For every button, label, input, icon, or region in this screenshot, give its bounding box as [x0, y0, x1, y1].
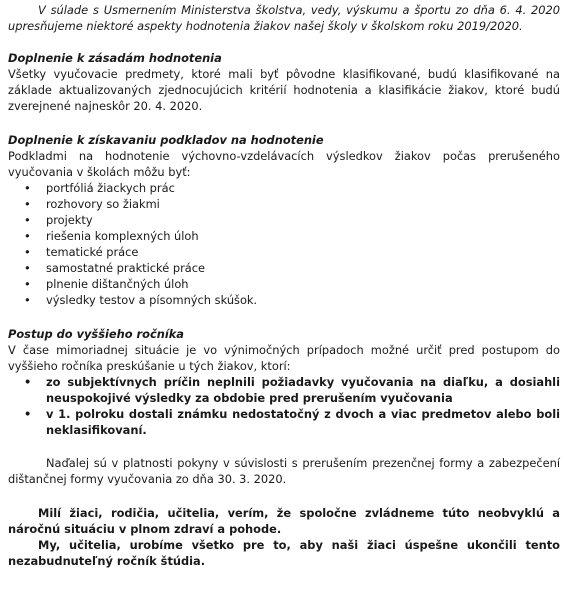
list-item: • rozhovory so žiakmi	[24, 196, 560, 212]
validity-note: Naďalej sú v platnosti pokyny v súvislosti s prerušením prezenčnej formy a zabezpečení dištančnej formy vyučovania zo dňa 30. 3. 2020.	[8, 456, 560, 486]
closing-paragraph: My, učitelia, urobíme všetko pre to, aby naši žiaci úspešne ukončili tento nezabudnuteľný ročník štúdia.	[8, 538, 560, 568]
heading-assessment-principles: Doplnenie k zásadám hodnotenia	[8, 51, 222, 65]
list-item: • tematické práce	[24, 244, 560, 260]
list-item: • projekty	[24, 212, 560, 228]
list-item: • výsledky testov a písomných skúšok.	[24, 292, 560, 308]
assessment-principles-text: Všetky vyučovacie predmety, ktoré mali byť pôvodne klasifikované, budú klasifikované na základe aktualizovaných zjednocujúcich kritérií hodnotenia a klasifikácie žiakov, ktoré budú zverejnené najneskôr 20. 4. 2020.	[8, 67, 560, 113]
grade-advancement-text: V čase mimoriadnej situácie je vo výnimočných prípadoch možné určiť pred postupom do vyššieho ročníka preskúšanie u tých žiakov, ktorí:	[8, 343, 560, 373]
assessment-sources-list	[8, 180, 560, 308]
closing-paragraph: Milí žiaci, rodičia, učitelia, verím, že spoločne zvládneme túto neobvyklú a náročnú situáciu v plnom zdraví a pohode.	[8, 506, 560, 536]
list-item: • riešenia komplexných úloh	[24, 228, 560, 244]
list-item: • plnenie dištančných úloh	[24, 276, 560, 292]
list-item: • portfóliá žiackych prác	[24, 180, 560, 196]
grade-advancement-list	[8, 374, 560, 438]
list-item: • samostatné praktické práce	[24, 260, 560, 276]
heading-assessment-sources: Doplnenie k získavaniu podkladov na hodnotenie	[8, 133, 324, 147]
heading-grade-advancement: Postup do vyššieho ročníka	[8, 327, 184, 341]
assessment-sources-text: Podkladmi na hodnotenie výchovno-vzdelávacích výsledkov žiakov počas prerušeného vyučovania v školách môžu byť:	[8, 149, 560, 179]
list-item: • zo subjektívnych príčin neplnili požiadavky vyučovania na diaľku, a dosiahli neuspokojivé výsledky za obdobie pred prerušením vyučovania	[24, 374, 560, 406]
intro-paragraph: V súlade s Usmernením Ministerstva školstva, vedy, výskumu a športu zo dňa 6. 4. 2020 upresňujeme niektoré aspekty hodnotenia žiakov našej školy v školskom roku 2019/2020.	[8, 3, 560, 33]
list-item: • v 1. polroku dostali známku nedostatočný z dvoch a viac predmetov alebo boli neklasifikovaní.	[24, 406, 560, 438]
